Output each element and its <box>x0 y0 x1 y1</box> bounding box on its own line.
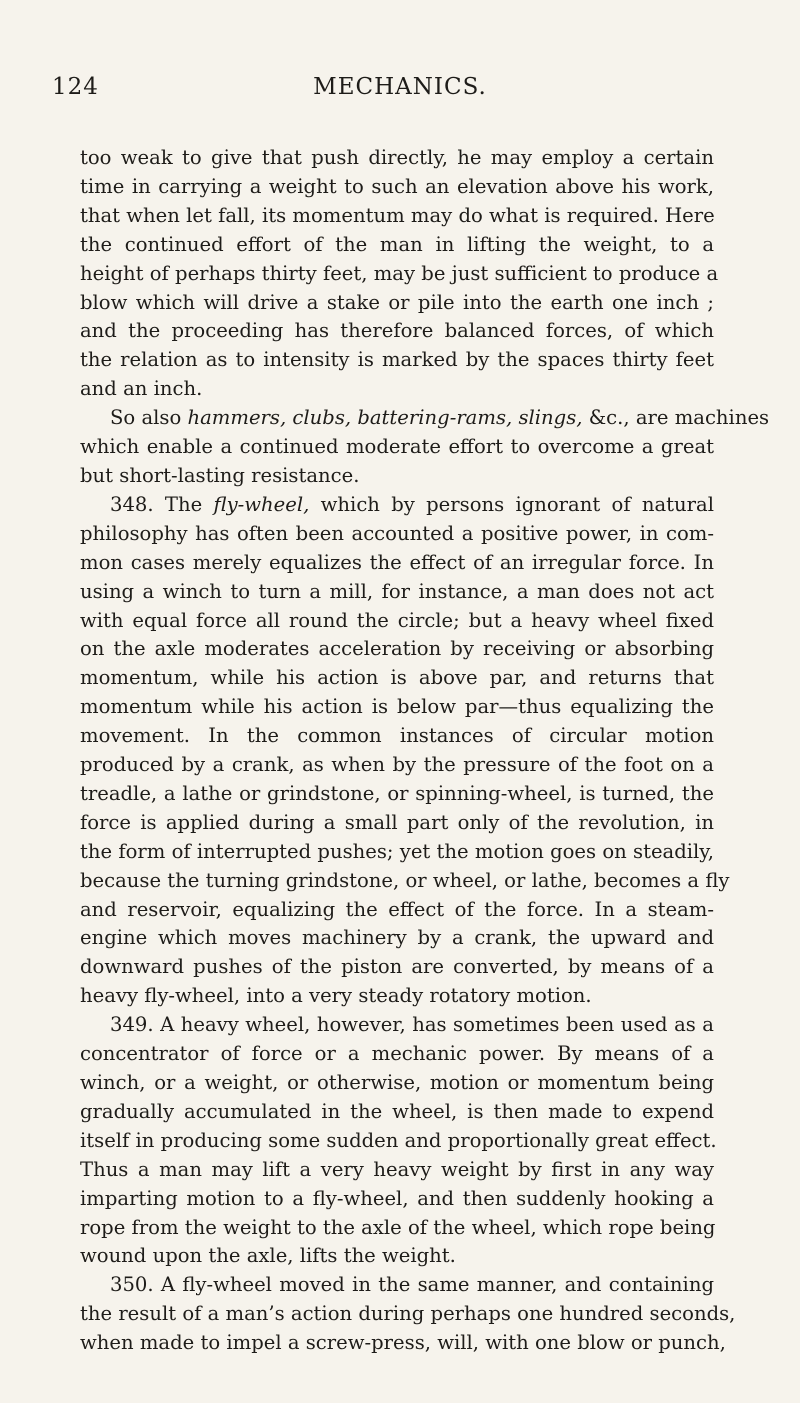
text-line: mon cases merely equalizes the effect of an irregular force. In <box>80 550 714 574</box>
text-line <box>80 491 714 520</box>
page-number: 124 <box>52 74 99 100</box>
text-line: heavy fly-wheel, into a very steady rotatory motion. <box>80 984 592 1008</box>
text-line: winch, or a weight, or otherwise, motion or momentum being <box>80 1071 714 1094</box>
italic-term: fly-wheel, <box>213 492 310 516</box>
text-segment: &c., are machines <box>582 406 770 430</box>
text-segment: So also <box>110 406 188 430</box>
text-line: and the proceeding has therefore balanced forces, of which <box>80 319 714 343</box>
text-line: 349. A heavy wheel, however, has sometimes been used as a <box>110 1013 714 1037</box>
text-line: movement. In the common instances of circular motion <box>80 724 714 748</box>
text-segment: which by persons ignorant of natural <box>309 492 714 516</box>
text-line: philosophy has often been accounted a positive power, in com- <box>80 521 714 545</box>
text-line: momentum while his action is below par—thus equalizing the <box>80 695 714 719</box>
text-line: produced by a crank, as when by the pressure of the foot on a <box>80 753 714 777</box>
text-line: time in carrying a weight to such an elevation above his work, <box>80 174 714 198</box>
running-head: MECHANICS. <box>313 74 487 100</box>
text-line: with equal force all round the circle; but a heavy wheel fixed <box>80 608 714 632</box>
text-line: the relation as to intensity is marked by the spaces thirty feet <box>80 348 714 372</box>
text-line: the continued effort of the man in lifting the weight, to a <box>80 232 714 256</box>
text-line: that when let fall, its momentum may do what is required. Here <box>80 203 715 227</box>
text-line: but short-lasting resistance. <box>80 463 360 487</box>
text-line: using a winch to turn a mill, for instance, a man does not act <box>80 579 714 603</box>
text-line: imparting motion to a fly-wheel, and then suddenly hooking a <box>80 1186 714 1210</box>
text-line: which enable a continued moderate effort to overcome a great <box>80 435 714 459</box>
text-line: too weak to give that push directly, he may employ a certain <box>80 146 714 169</box>
text-line: and reservoir, equalizing the effect of the force. In a steam- <box>80 897 714 921</box>
text-segment: 348. The <box>110 492 214 516</box>
text-line: because the turning grindstone, or wheel, or lathe, becomes a fly <box>80 868 730 892</box>
text-line: gradually accumulated in the wheel, is then made to expend <box>80 1099 714 1123</box>
text-line: on the axle moderates acceleration by receiving or absorbing <box>80 637 714 661</box>
text-line <box>80 404 770 433</box>
page-header <box>52 74 748 114</box>
text-line: Thus a man may lift a very heavy weight by first in any way <box>80 1157 714 1181</box>
text-line: downward pushes of the piston are converted, by means of a <box>80 955 714 979</box>
text-line: wound upon the axle, lifts the weight. <box>80 1244 456 1268</box>
text-line: the form of interrupted pushes; yet the motion goes on steadily, <box>80 839 714 863</box>
text-line: force is applied during a small part only of the revolution, in <box>80 810 714 834</box>
text-line: height of perhaps thirty feet, may be just sufficient to produce a <box>80 261 719 285</box>
italic-term: hammers, clubs, battering-rams, slings, <box>187 406 583 430</box>
text-line: momentum, while his action is above par, and returns that <box>80 666 714 690</box>
body-text <box>80 144 770 1358</box>
text-line: the result of a man’s action during perhaps one hundred seconds, <box>80 1302 736 1326</box>
text-line: concentrator of force or a mechanic power. By means of a <box>80 1042 714 1066</box>
text-line: blow which will drive a stake or pile into the earth one inch ; <box>80 290 714 314</box>
text-line: and an inch. <box>80 377 203 401</box>
text-line: rope from the weight to the axle of the wheel, which rope being <box>80 1215 716 1239</box>
text-line: 350. A fly-wheel moved in the same manner, and containing <box>110 1273 714 1297</box>
text-line: when made to impel a screw-press, will, with one blow or punch, <box>80 1331 726 1355</box>
text-line: treadle, a lathe or grindstone, or spinning-wheel, is turned, the <box>80 781 714 805</box>
text-line: engine which moves machinery by a crank, the upward and <box>80 926 714 950</box>
text-line: itself in producing some sudden and proportionally great effect. <box>80 1128 717 1152</box>
